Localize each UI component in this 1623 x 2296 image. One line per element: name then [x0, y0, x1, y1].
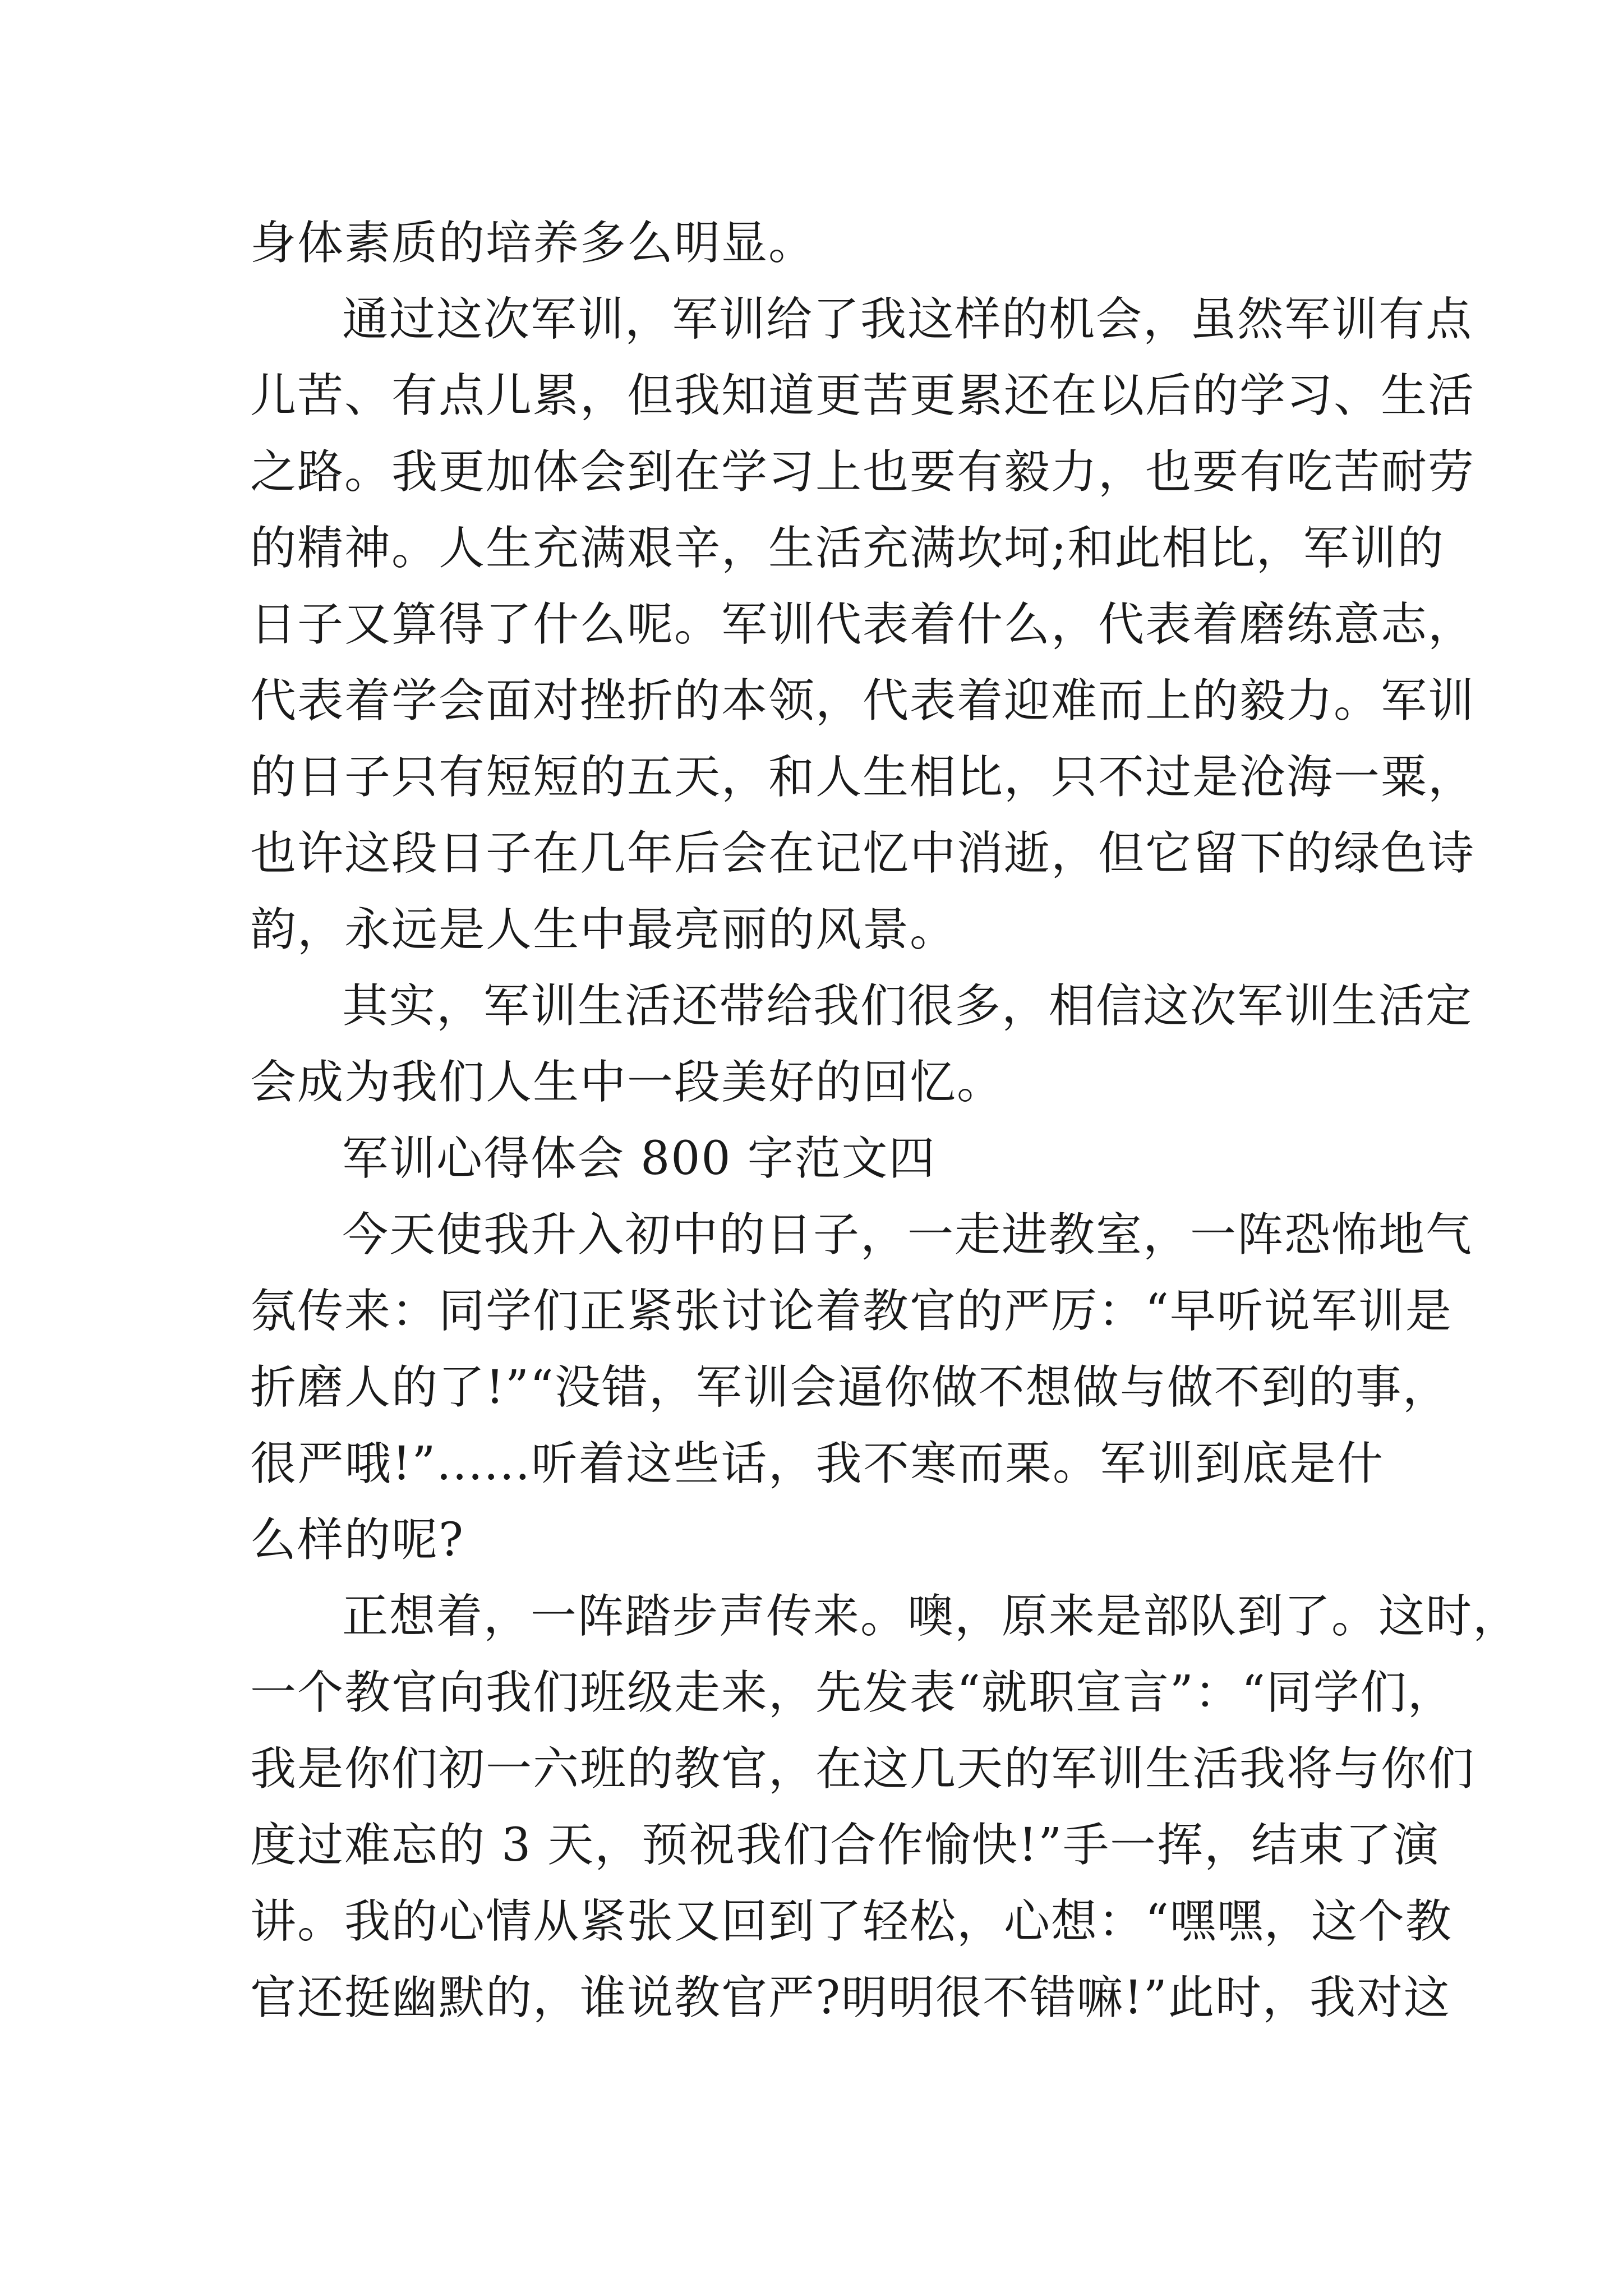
paragraph — [250, 282, 1476, 968]
text-line: 身体素质的培养多么明显。 — [250, 217, 816, 270]
text-line: 我是你们初一六班的教官，在这几天的军训生活我将与你们 — [250, 1742, 1476, 1796]
section-heading — [250, 1121, 1384, 1197]
text-line: 很严哦!”......听着这些话，我不寒而栗。军训到底是什 — [250, 1437, 1384, 1490]
text-line: 日子又算得了什么呢。军训代表着什么，代表着磨练意志， — [250, 598, 1476, 651]
text-line: 度过难忘的 3 天，预祝我们合作愉快!”手一挥，结束了演 — [250, 1819, 1440, 1872]
text-line: 官还挺幽默的，谁说教官严?明明很不错嘛!”此时，我对这 — [250, 1971, 1451, 2024]
text-line: 代表着学会面对挫折的本领，代表着迎难而上的毅力。军训 — [250, 674, 1476, 728]
paragraph-continuation — [250, 205, 1384, 282]
text-line: 今天使我升入初中的日子，一走进教室，一阵恐怖地气 — [342, 1208, 1473, 1262]
text-line: 讲。我的心情从紧张又回到了轻松，心想：“嘿嘿，这个教 — [250, 1895, 1453, 1948]
text-line: 韵，永远是人生中最亮丽的风景。 — [250, 903, 957, 956]
text-line: 也许这段日子在几年后会在记忆中消逝，但它留下的绿色诗 — [250, 827, 1476, 880]
text-line: 儿苦、有点儿累，但我知道更苦更累还在以后的学习、生活 — [250, 369, 1476, 422]
text-line: 会成为我们人生中一段美好的回忆。 — [250, 1056, 1004, 1109]
heading-text: 军训心得体会 800 字范文四 — [342, 1132, 936, 1185]
text-line: 正想着，一阵踏步声传来。噢，原来是部队到了。这时， — [342, 1590, 1520, 1643]
text-line: 么样的呢? — [250, 1513, 464, 1567]
text-line: 的日子只有短短的五天，和人生相比，只不过是沧海一粟， — [250, 751, 1476, 804]
paragraph — [250, 968, 1473, 1121]
text-line: 的精神。人生充满艰辛，生活充满坎坷;和此相比，军训的 — [250, 522, 1445, 575]
body-text — [250, 205, 1520, 2036]
paragraph — [250, 1197, 1473, 1579]
text-line: 折磨人的了!”“没错，军训会逼你做不想做与做不到的事， — [250, 1361, 1450, 1414]
paragraph — [250, 1579, 1520, 2036]
text-line: 一个教官向我们班级走来，先发表“就职宣言”：“同学们， — [250, 1666, 1455, 1719]
text-line: 氛传来：同学们正紧张讨论着教官的严厉：“早听说军训是 — [250, 1285, 1453, 1338]
text-line: 通过这次军训，军训给了我这样的机会，虽然军训有点 — [342, 293, 1473, 346]
text-line: 之路。我更加体会到在学习上也要有毅力，也要有吃苦耐劳 — [250, 445, 1476, 499]
text-line: 其实，军训生活还带给我们很多，相信这次军训生活定 — [342, 979, 1473, 1033]
